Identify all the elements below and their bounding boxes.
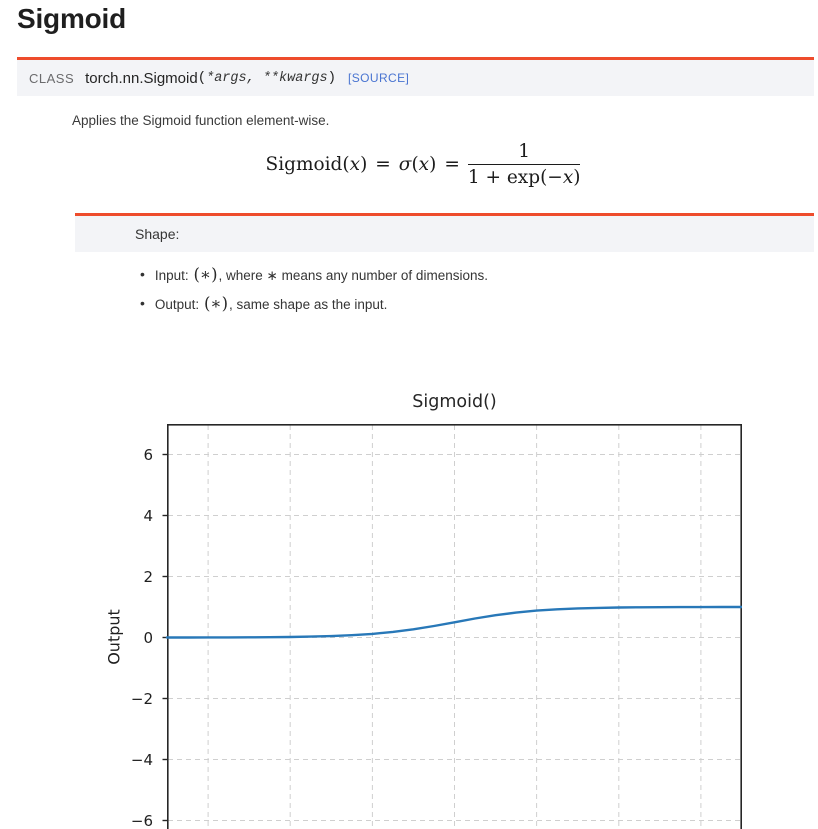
y-tick-label: −6 [130, 811, 153, 829]
plot-svg [162, 424, 742, 829]
formula-fn-name: Sigmoid [265, 154, 343, 175]
list-item-text: Output: (∗), same shape as the input. [154, 293, 388, 313]
y-tick-label: 4 [143, 506, 153, 525]
y-tick-label: −4 [130, 750, 153, 769]
chart-title: Sigmoid() [412, 392, 497, 412]
page-title: Sigmoid [17, 3, 127, 34]
sigmoid-formula: Sigmoid ( x ) = σ ( x ) = $\frac{1}{1 + \exp(-x)}$ [265, 141, 581, 188]
y-tick-label: 2 [143, 567, 153, 586]
y-tick-label: −2 [130, 689, 153, 708]
signature-params: *args, **kwargs [206, 70, 328, 86]
bullet-icon: • [140, 266, 145, 282]
param-close-paren: ) [327, 70, 337, 86]
source-link[interactable]: [SOURCE] [348, 71, 410, 85]
shape-section-box [75, 213, 814, 252]
list-item [140, 262, 488, 286]
param-open-paren: ( [197, 70, 207, 86]
description-text: Applies the Sigmoid function element-wise. [72, 113, 330, 128]
fraction-denominator: 1 + exp(−x) [467, 167, 581, 188]
fraction-numerator: 1 [468, 141, 581, 165]
y-tick-label: 0 [143, 628, 153, 647]
class-signature-box [17, 57, 814, 96]
shape-label: Shape: [135, 226, 180, 242]
bullet-icon: • [140, 295, 145, 311]
class-qualified-name: torch.nn.Sigmoid [85, 69, 198, 87]
formula-sigma: σ [398, 154, 412, 175]
formula-fraction [468, 141, 581, 188]
chart-ylabel: Output [104, 609, 124, 665]
class-kind-label: CLASS [29, 70, 75, 86]
list-item-text: Input: (∗), where ∗ means any number of dimensions. [154, 264, 488, 284]
shape-list [140, 262, 488, 320]
y-tick-label: 6 [143, 445, 153, 464]
list-item [140, 291, 488, 315]
